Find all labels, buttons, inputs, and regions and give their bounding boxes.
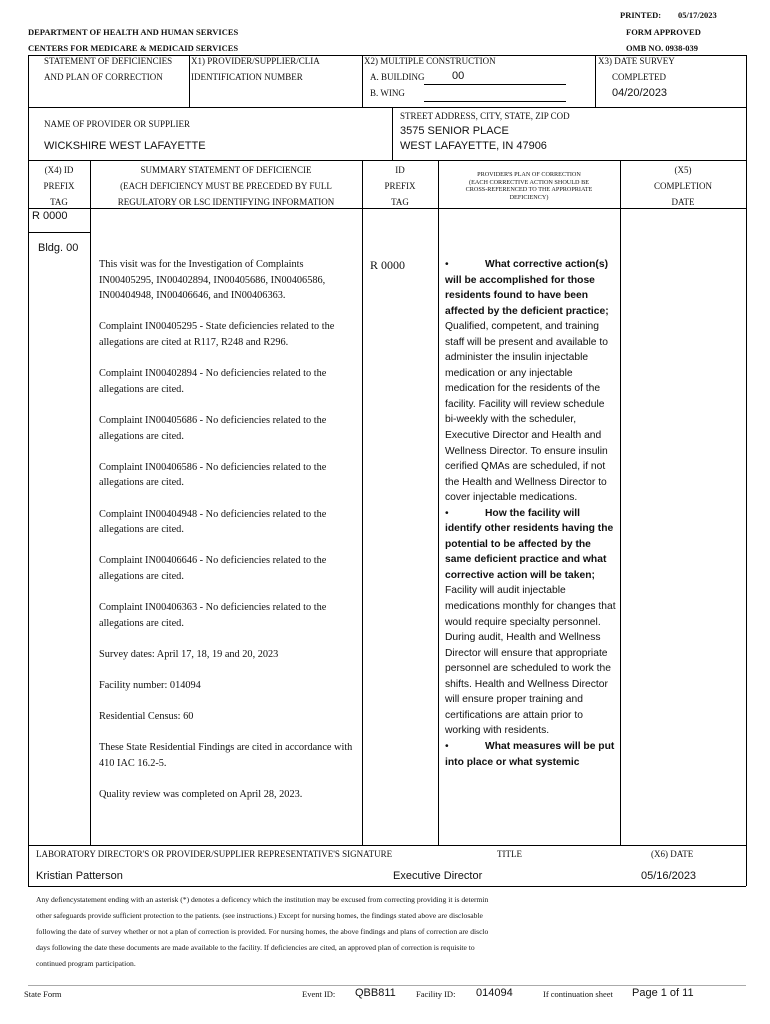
signer-title: Executive Director — [393, 870, 483, 882]
x1-label-2: IDENTIFICATION NUMBER — [191, 72, 303, 82]
x4-header-3: TAG — [50, 197, 68, 207]
statement-label: STATEMENT OF DEFICIENCIES — [44, 56, 173, 66]
x5-header: (X5) — [674, 165, 692, 175]
summary-paragraph: Complaint IN00405686 - No deficiencies related to the allegations are cited. — [99, 414, 327, 442]
printed-date: 05/17/2023 — [678, 10, 717, 20]
summary-paragraph: This visit was for the Investigation of Complaints IN00405295, IN00402894, IN00405686, IN00406586, IN00404948, IN00406646, and IN00406363. — [99, 259, 326, 302]
plan-question-2: • How the facility will identify other residents having the potential to be affected by the same deficient practice and what corrective action will be taken; — [445, 507, 614, 581]
statement-label-2: AND PLAN OF CORRECTION — [44, 72, 163, 82]
x3-label: X3) DATE SURVEY — [598, 56, 675, 66]
x5-header-2: COMPLETION — [654, 181, 712, 191]
signer-name: Kristian Patterson — [36, 870, 123, 882]
centers-name: CENTERS FOR MEDICARE & MEDICAID SERVICES — [28, 43, 239, 53]
printed-label: PRINTED: — [620, 10, 662, 20]
summary-paragraph: These State Residential Findings are cited in accordance with 410 IAC 16.2-5. — [99, 742, 353, 769]
street-address: 3575 SENIOR PLACE — [400, 125, 509, 137]
summary-paragraph: Complaint IN00406586 - No deficiencies related to the allegations are cited. — [99, 461, 327, 489]
event-id: QBB811 — [355, 987, 396, 999]
plan-header: PROVIDER'S PLAN OF CORRECTION (EACH CORRECTIVE ACTION SHOULD BE CROSS-REFERENCED TO THE APPROPRIATE DEFICIENCY) — [465, 171, 593, 201]
signature-date: 05/16/2023 — [641, 870, 697, 882]
provider-name: WICKSHIRE WEST LAFAYETTE — [44, 140, 206, 152]
plan-answer-2: Facility will audit injectable medications monthly for changes that would require specialty personnel. During audit, Health and Wellness Director will ensure that appropriate personnel are scheduled to work the shifts. Health and Wellness Director will ensure proper training and certifications are attain prior to working with residents. — [445, 585, 616, 737]
summary-statement — [99, 257, 357, 818]
left-tag: R 0000 — [32, 210, 68, 222]
survey-date: 04/20/2023 — [612, 87, 668, 99]
bldg-label: Bldg. 00 — [38, 242, 79, 254]
bullet: • — [445, 740, 449, 752]
omb-number: OMB NO. 0938-039 — [626, 43, 699, 53]
id-header: ID — [395, 165, 405, 175]
plan-answer-1: Qualified, competent, and training staff will be present and available to administer the insulin injectable medication or any injectable medication for the residents of the facility. Facility will review schedule bi-weekly with the scheduler, Executive Director and Health and Wellness Director. To ensure insulin cerified QMAs are scheduled, if not the Health and Wellness Director to cover injectable medications. — [445, 321, 608, 504]
x6-date-label: (X6) DATE — [651, 849, 694, 859]
x4-header-2: PREFIX — [43, 181, 75, 191]
signature-label: LABORATORY DIRECTOR'S OR PROVIDER/SUPPLIER REPRESENTATIVE'S SIGNATURE — [36, 849, 393, 859]
x2-label: X2) MULTIPLE CONSTRUCTION — [364, 56, 496, 66]
bullet: • — [445, 259, 449, 270]
continuation-label: If continuation sheet — [543, 989, 613, 999]
form-approved: FORM APPROVED — [626, 27, 701, 37]
state-form-label: State Form — [24, 989, 62, 999]
summary-header: SUMMARY STATEMENT OF DEFICIENCIE — [140, 165, 312, 175]
id-header-3: TAG — [391, 197, 409, 207]
disclaimer: Any defiencystatement ending with an asterisk (*) denotes a deficency which the institution may be excused from correcting providing it is determin other safeguards provide sufficient protection to the patients. (see instructions.) Except for nursing homes, the findings stated above are disclosable following the date of survey whether or not a plan of correction is provided. For nursing homes, the above findings and plans of correction are disclo days following the date these documents are made available to the facility. If deficiencies are cited, an approved plan of correction is requisite to continued program participation. — [36, 895, 489, 968]
page-number: Page 1 of 11 — [632, 987, 694, 999]
right-tag: R 0000 — [370, 258, 406, 272]
summary-paragraph: Survey dates: April 17, 18, 19 and 20, 2023 — [99, 648, 279, 660]
provider-name-label: NAME OF PROVIDER OR SUPPLIER — [44, 119, 191, 129]
city-state-zip: WEST LAFAYETTE, IN 47906 — [400, 140, 547, 152]
summary-header-2: (EACH DEFICIENCY MUST BE PRECEDED BY FULL — [120, 181, 332, 191]
address-label: STREET ADDRESS, CITY, STATE, ZIP COD — [400, 111, 570, 121]
plan-question-1: • What corrective action(s) will be accomplished for those residents found to have been affected by the deficient practice; — [445, 259, 609, 317]
summary-paragraph: Complaint IN00402894 - No deficiencies related to the allegations are cited. — [99, 368, 327, 395]
facility-id-label: Facility ID: — [416, 989, 456, 999]
completed-label: COMPLETED — [612, 72, 666, 82]
summary-paragraph: Complaint IN00404948 - No deficiencies related to the allegations are cited. — [99, 508, 327, 536]
title-label: TITLE — [497, 849, 522, 859]
x1-label: X1) PROVIDER/SUPPLIER/CLIA — [191, 56, 320, 66]
bullet: • — [445, 507, 449, 519]
summary-paragraph: Complaint IN00405295 - State deficiencies related to the allegations are cited at R117, R248 and R296. — [99, 321, 335, 348]
facility-id: 014094 — [476, 987, 513, 999]
summary-header-3: REGULATORY OR LSC IDENTIFYING INFORMATION — [117, 197, 335, 207]
x5-header-3: DATE — [671, 197, 695, 207]
summary-paragraph: Quality review was completed on April 28, 2023. — [99, 789, 303, 801]
summary-paragraph: Complaint IN00406646 - No deficiencies related to the allegations are cited. — [99, 555, 327, 582]
summary-paragraph: Residential Census: 60 — [99, 711, 194, 723]
wing-label: B. WING — [370, 88, 405, 98]
plan-question-3: • What measures will be put into place or what systemic — [445, 740, 615, 768]
id-header-2: PREFIX — [384, 181, 416, 191]
plan-of-correction — [445, 257, 617, 770]
x4-header: (X4) ID — [44, 165, 74, 175]
event-id-label: Event ID: — [302, 989, 336, 999]
building-value: 00 — [452, 70, 465, 82]
summary-paragraph: Complaint IN00406363 - No deficiencies related to the allegations are cited. — [99, 602, 327, 629]
building-label: A. BUILDING — [370, 72, 425, 82]
dept-name: DEPARTMENT OF HEALTH AND HUMAN SERVICES — [28, 27, 239, 37]
summary-paragraph: Facility number: 014094 — [99, 680, 201, 692]
